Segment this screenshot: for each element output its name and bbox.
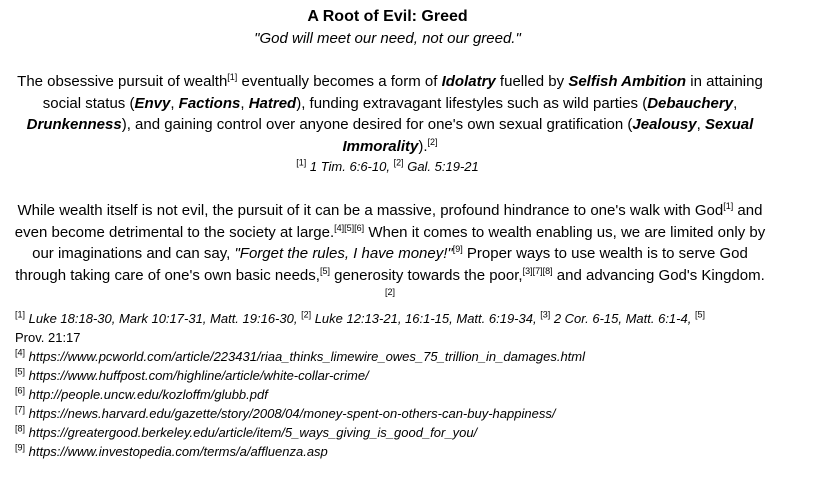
citation-mark: [2] [384, 287, 395, 297]
text-run: , [170, 94, 179, 112]
citation-mark: [2] [427, 136, 438, 147]
footnotes [15, 309, 775, 461]
reference-text: 1 Tim. 6:6-10, [306, 159, 394, 174]
keyword-idolatry: Idolatry [441, 73, 496, 90]
footnote-url[interactable]: https://www.huffpost.com/highline/article/white-collar-crime/ [25, 368, 369, 383]
paragraph-1-references [0, 159, 775, 174]
citation-mark: [6] [15, 385, 26, 396]
reference-text: Luke 12:13-21, 16:1-15, Matt. 6:19-34, [311, 311, 541, 326]
paragraph-wealth-use [14, 200, 766, 308]
paragraph-greed-idolatry [14, 71, 766, 157]
text-run: Proper ways to use wealth is to serve God through taking care of one's own basic needs, [15, 245, 748, 284]
text-run: , [240, 94, 249, 112]
citation-mark: [5] [319, 265, 330, 276]
citation-mark: [1] [723, 201, 734, 211]
text-run: ), and gaining control over anyone desired for one's own sexual gratification ( [121, 116, 633, 133]
quote-forget-the-rules: "Forget the rules, I have money!" [234, 245, 453, 262]
citation-mark: [7] [15, 404, 26, 415]
citation-mark: [4][5][6] [334, 222, 365, 233]
footnote-url[interactable]: https://www.pcworld.com/article/223431/riaa_thinks_limewire_owes_75_trillion_in_damages.html [25, 349, 586, 364]
citation-mark: [8] [15, 423, 26, 434]
citation-mark: [9] [15, 442, 26, 453]
reference-text: Gal. 5:19-21 [403, 159, 479, 174]
text-run: eventually becomes a form of [237, 73, 442, 90]
keyword-factions: Factions [178, 94, 241, 112]
footnote-link-5[interactable] [15, 366, 775, 385]
text-run: generosity towards the poor, [329, 266, 523, 284]
citation-mark: [1] [227, 72, 238, 82]
text-run: The obsessive pursuit of wealth [17, 73, 228, 90]
page-title: A Root of Evil: Greed [307, 8, 468, 25]
text-run: ). [418, 137, 428, 155]
page-subtitle-quote: "God will meet our need, not our greed." [254, 30, 521, 47]
text-run: , [696, 116, 705, 133]
reference-text: 2 Cor. 6-15, Matt. 6:1-4, [550, 311, 695, 326]
citation-mark: [2] [393, 157, 404, 168]
citation-mark: [1] [15, 309, 26, 320]
keyword-selfish-ambition: Selfish Ambition [568, 73, 687, 90]
footnote-link-4[interactable] [15, 347, 775, 366]
footnote-url[interactable]: https://greatergood.berkeley.edu/article/item/5_ways_giving_is_good_for_you/ [25, 425, 478, 440]
footnote-url[interactable]: http://people.uncw.edu/kozloffm/glubb.pdf [25, 387, 268, 402]
text-run: ), funding extravagant lifestyles such as wild parties ( [296, 94, 648, 112]
text-run: in attaining social status ( [42, 73, 763, 112]
footnote-link-6[interactable] [15, 385, 775, 404]
footnote-link-7[interactable] [15, 404, 775, 423]
text-run: While wealth itself is not evil, the pursuit of it can be a massive, profound hindrance to one's walk with God [17, 202, 724, 219]
citation-mark: [4] [15, 347, 26, 358]
keyword-envy: Envy [134, 94, 171, 112]
citation-mark: [5] [694, 309, 705, 320]
footnote-link-8[interactable] [15, 423, 775, 442]
text-run: and even become detrimental to the society at large. [14, 202, 763, 241]
keyword-sexual-immorality: Sexual Immorality [342, 116, 754, 155]
footnote-scripture-refs [15, 309, 715, 347]
citation-mark: [5] [15, 366, 26, 377]
citation-mark: [3] [540, 309, 551, 320]
keyword-jealousy: Jealousy [632, 116, 697, 133]
citation-mark: [2] [301, 309, 312, 320]
footnote-link-9[interactable] [15, 442, 775, 461]
reference-text: Luke 18:18-30, Mark 10:17-31, Matt. 19:16-30, [25, 311, 302, 326]
text-run: , [733, 94, 738, 112]
text-run: and advancing God's Kingdom. [552, 266, 765, 284]
keyword-hatred: Hatred [248, 94, 297, 112]
reference-text: Prov. 21:17 [15, 330, 81, 345]
citation-mark: [9] [452, 244, 463, 254]
text-run: fuelled by [495, 73, 569, 90]
keyword-drunkenness: Drunkenness [26, 116, 122, 133]
citation-mark: [3][7][8] [522, 265, 553, 276]
keyword-debauchery: Debauchery [647, 94, 734, 112]
citation-mark: [1] [296, 157, 307, 168]
footnote-url[interactable]: https://www.investopedia.com/terms/a/affluenza.asp [25, 444, 328, 459]
text-run: When it comes to wealth enabling us, we are limited only by our imaginations and can say, [32, 223, 766, 262]
footnote-url[interactable]: https://news.harvard.edu/gazette/story/2008/04/money-spent-on-others-can-buy-happiness/ [25, 406, 556, 421]
